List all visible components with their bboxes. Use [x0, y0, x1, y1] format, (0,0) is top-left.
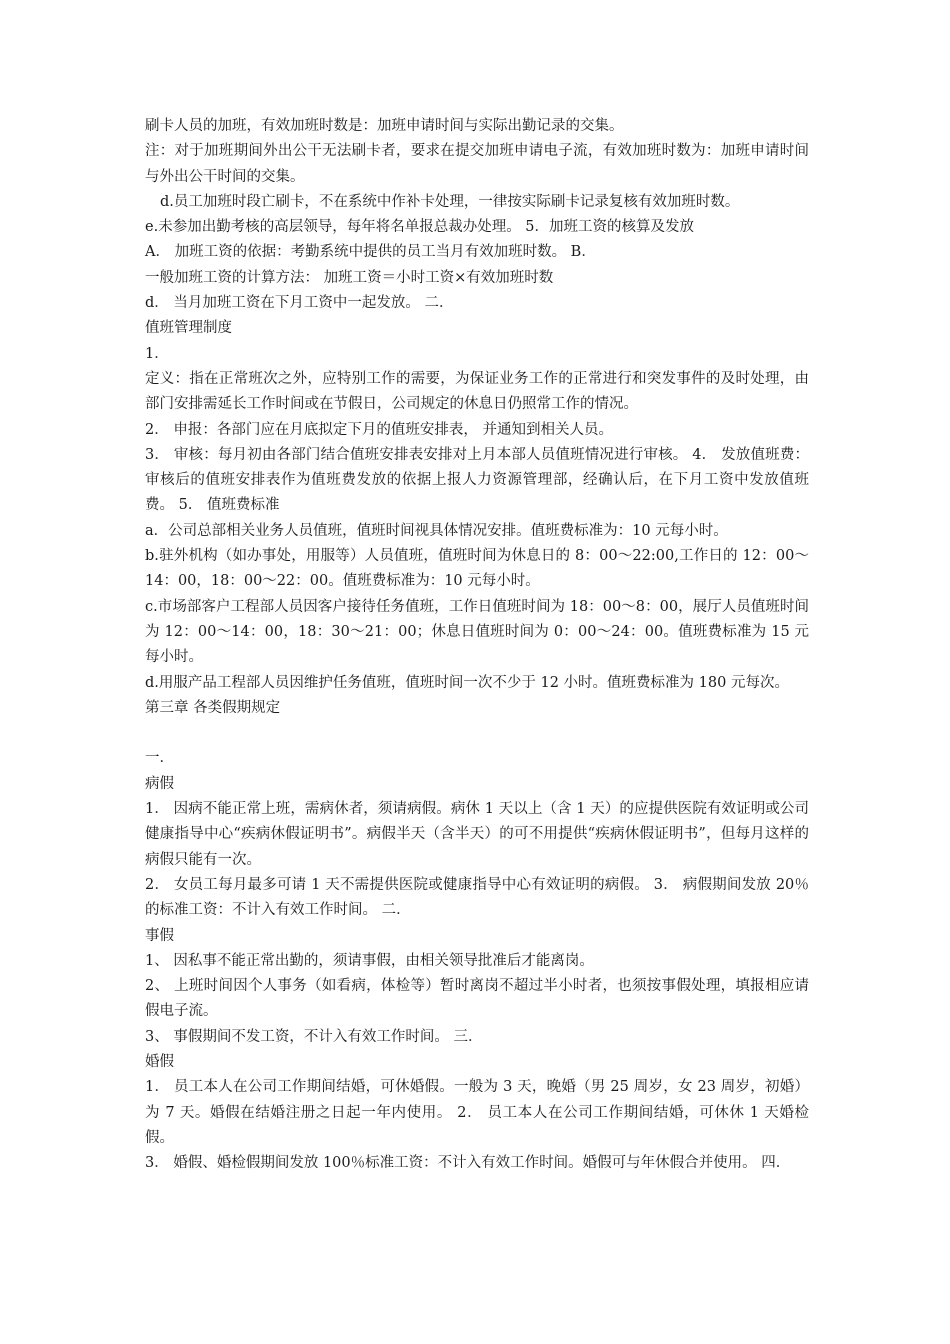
paragraph: 2． 女员工每月最多可请 1 天不需提供医院或健康指导中心有效证明的病假。 3． 病假期间发放 20％的标准工资：不计入有效工作时间。 二． — [145, 876, 809, 919]
paragraph: 3． 婚假、婚检假期间发放 100％标准工资：不计入有效工作时间。婚假可与年休假合并使用。 四． — [145, 1155, 791, 1172]
section-heading: 婚假 — [145, 1053, 174, 1070]
paragraph: 3、 事假期间不发工资，不计入有效工作时间。 三． — [145, 1028, 483, 1045]
paragraph: 一般加班工资的计算方法： 加班工资＝小时工资×有效加班时数 — [145, 269, 554, 286]
paragraph: 定义：指在正常班次之外，应特别工作的需要，为保证业务工作的正常进行和突发事件的及时处理，由部门安排需延长工作时间或在节假日，公司规定的休息日仍照常工作的情况。 — [145, 370, 809, 413]
paragraph: d． 当月加班工资在下月工资中一起发放。 二． — [145, 295, 454, 312]
blank-line — [145, 721, 809, 746]
document-body — [145, 114, 809, 1176]
paragraph: 2． 申报：各部门应在月底拟定下月的值班安排表， 并通知到相关人员。 — [145, 421, 613, 438]
paragraph: 2、 上班时间因个人事务（如看病，体检等）暂时离岗不超过半小时者，也须按事假处理，填报相应请假电子流。 — [145, 978, 809, 1020]
paragraph: 1． — [145, 345, 169, 362]
section-heading: 事假 — [145, 927, 174, 944]
paragraph: d.员工加班时段亡刷卡，不在系统中作补卡处理，一律按实际刷卡记录复核有效加班时数。 — [160, 193, 740, 210]
section-heading: 值班管理制度 — [145, 320, 232, 337]
chapter-heading: 第三章 各类假期规定 — [145, 699, 281, 716]
paragraph: A． 加班工资的依据：考勤系统中提供的员工当月有效加班时数。 B． — [145, 244, 596, 261]
paragraph: 1． 员工本人在公司工作期间结婚，可休婚假。一般为 3 天，晚婚（男 25 周岁，女 23 周岁，初婚）为 7 天。婚假在结婚注册之日起一年内使用。 2． 员工本人在公司工作期间结婚，可休休 1 天婚检假。 — [145, 1079, 809, 1146]
section-number: 一． — [145, 750, 174, 767]
paragraph: 3． 审核：每月初由各部门结合值班安排表安排对上月本部人员值班情况进行审核。 4． 发放值班费：审核后的值班安排表作为值班费发放的依据上报人力资源管理部，经确认后，在下月工资中发放值班费。 5． 值班费标准 — [145, 446, 809, 514]
paragraph: 刷卡人员的加班，有效加班时数是：加班申请时间与实际出勤记录的交集。 — [145, 118, 624, 134]
paragraph: 1． 因病不能正常上班，需病休者，须请病假。病休 1 天以上（含 1 天）的应提供医院有效证明或公司健康指导中心“疾病休假证明书”。病假半天（含半天）的可不用提供“疾病休假证明书”，但每月这样的病假只能有一次。 — [145, 801, 809, 868]
paragraph: c.市场部客户工程部人员因客户接待任务值班，工作日值班时间为 18：00～8：00，展厅人员值班时间为 12：00～14：00，18：30～21：00；休息日值班时间为 0：00～24：00。值班费标准为 15 元每小时。 — [145, 598, 809, 666]
section-heading: 病假 — [145, 775, 174, 792]
paragraph: e.未参加出勤考核的高层领导，每年将名单报总裁办处理。 5．加班工资的核算及发放 — [145, 219, 695, 236]
paragraph: d.用服产品工程部人员因维护任务值班，值班时间一次不少于 12 小时。值班费标准为 180 元每次。 — [145, 674, 789, 691]
paragraph: 注：对于加班期间外出公干无法刷卡者，要求在提交加班申请电子流，有效加班时数为：加班申请时间与外出公干时间的交集。 — [145, 143, 809, 185]
paragraph: b.驻外机构（如办事处，用服等）人员值班，值班时间为休息日的 8：00～22:00,工作日的 12：00～14：00，18：00～22：00。值班费标准为：10 元每小时。 — [145, 548, 809, 590]
paragraph: a．公司总部相关业务人员值班，值班时间视具体情况安排。值班费标准为：10 元每小时。 — [145, 522, 728, 539]
paragraph: 1、 因私事不能正常出勤的，须请事假，由相关领导批准后才能离岗。 — [145, 952, 594, 969]
